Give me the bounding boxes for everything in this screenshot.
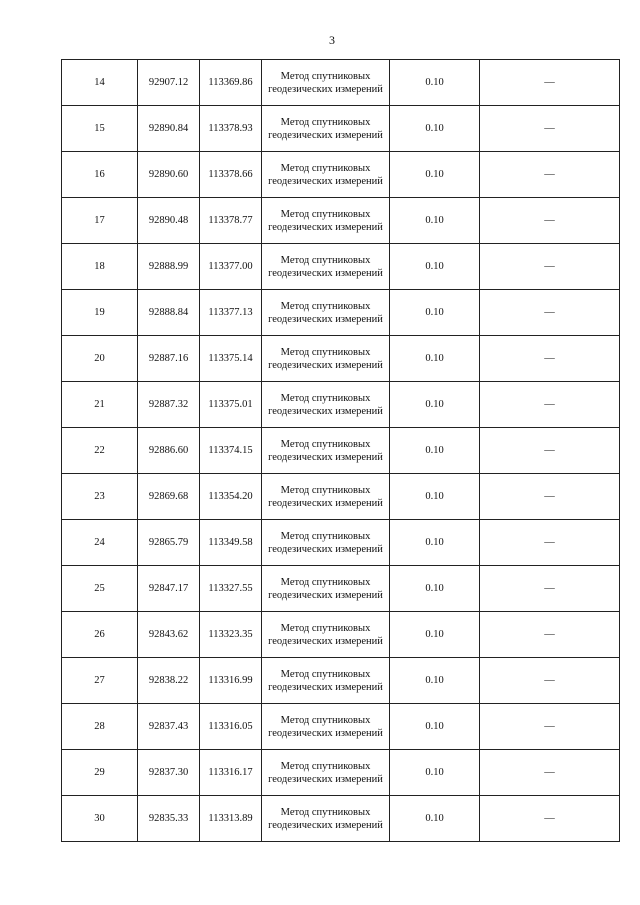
precision-cell: 0.10 bbox=[390, 750, 480, 796]
method-cell: Метод спутниковых геодезических измерений bbox=[262, 152, 390, 198]
extra-cell: — bbox=[480, 382, 620, 428]
precision-cell: 0.10 bbox=[390, 106, 480, 152]
table-row bbox=[62, 520, 620, 566]
table-body bbox=[62, 60, 620, 842]
extra-cell: — bbox=[480, 244, 620, 290]
y-coordinate-cell: 113327.55 bbox=[200, 566, 262, 612]
point-number-cell: 23 bbox=[62, 474, 138, 520]
y-coordinate-cell: 113375.01 bbox=[200, 382, 262, 428]
x-coordinate-cell: 92835.33 bbox=[138, 796, 200, 842]
y-coordinate-cell: 113316.99 bbox=[200, 658, 262, 704]
table-row bbox=[62, 60, 620, 106]
precision-cell: 0.10 bbox=[390, 244, 480, 290]
method-cell: Метод спутниковых геодезических измерений bbox=[262, 612, 390, 658]
x-coordinate-cell: 92838.22 bbox=[138, 658, 200, 704]
point-number-cell: 25 bbox=[62, 566, 138, 612]
extra-cell: — bbox=[480, 198, 620, 244]
extra-cell: — bbox=[480, 566, 620, 612]
precision-cell: 0.10 bbox=[390, 658, 480, 704]
method-cell: Метод спутниковых геодезических измерений bbox=[262, 474, 390, 520]
method-cell: Метод спутниковых геодезических измерений bbox=[262, 60, 390, 106]
precision-cell: 0.10 bbox=[390, 566, 480, 612]
y-coordinate-cell: 113377.13 bbox=[200, 290, 262, 336]
y-coordinate-cell: 113313.89 bbox=[200, 796, 262, 842]
x-coordinate-cell: 92888.84 bbox=[138, 290, 200, 336]
table-row bbox=[62, 704, 620, 750]
precision-cell: 0.10 bbox=[390, 428, 480, 474]
x-coordinate-cell: 92907.12 bbox=[138, 60, 200, 106]
method-cell: Метод спутниковых геодезических измерений bbox=[262, 704, 390, 750]
method-cell: Метод спутниковых геодезических измерений bbox=[262, 198, 390, 244]
table-row bbox=[62, 658, 620, 704]
point-number-cell: 24 bbox=[62, 520, 138, 566]
table-row bbox=[62, 336, 620, 382]
method-cell: Метод спутниковых геодезических измерений bbox=[262, 336, 390, 382]
y-coordinate-cell: 113349.58 bbox=[200, 520, 262, 566]
table-row bbox=[62, 566, 620, 612]
x-coordinate-cell: 92837.30 bbox=[138, 750, 200, 796]
y-coordinate-cell: 113369.86 bbox=[200, 60, 262, 106]
table-row bbox=[62, 106, 620, 152]
x-coordinate-cell: 92888.99 bbox=[138, 244, 200, 290]
precision-cell: 0.10 bbox=[390, 152, 480, 198]
precision-cell: 0.10 bbox=[390, 60, 480, 106]
table-row bbox=[62, 244, 620, 290]
point-number-cell: 30 bbox=[62, 796, 138, 842]
x-coordinate-cell: 92890.60 bbox=[138, 152, 200, 198]
extra-cell: — bbox=[480, 152, 620, 198]
point-number-cell: 26 bbox=[62, 612, 138, 658]
point-number-cell: 20 bbox=[62, 336, 138, 382]
x-coordinate-cell: 92865.79 bbox=[138, 520, 200, 566]
method-cell: Метод спутниковых геодезических измерений bbox=[262, 428, 390, 474]
point-number-cell: 21 bbox=[62, 382, 138, 428]
point-number-cell: 15 bbox=[62, 106, 138, 152]
precision-cell: 0.10 bbox=[390, 382, 480, 428]
precision-cell: 0.10 bbox=[390, 290, 480, 336]
x-coordinate-cell: 92886.60 bbox=[138, 428, 200, 474]
y-coordinate-cell: 113374.15 bbox=[200, 428, 262, 474]
method-cell: Метод спутниковых геодезических измерений bbox=[262, 244, 390, 290]
point-number-cell: 29 bbox=[62, 750, 138, 796]
precision-cell: 0.10 bbox=[390, 612, 480, 658]
extra-cell: — bbox=[480, 474, 620, 520]
method-cell: Метод спутниковых геодезических измерений bbox=[262, 566, 390, 612]
point-number-cell: 28 bbox=[62, 704, 138, 750]
extra-cell: — bbox=[480, 750, 620, 796]
x-coordinate-cell: 92837.43 bbox=[138, 704, 200, 750]
point-number-cell: 27 bbox=[62, 658, 138, 704]
y-coordinate-cell: 113378.66 bbox=[200, 152, 262, 198]
extra-cell: — bbox=[480, 106, 620, 152]
precision-cell: 0.10 bbox=[390, 520, 480, 566]
y-coordinate-cell: 113375.14 bbox=[200, 336, 262, 382]
precision-cell: 0.10 bbox=[390, 198, 480, 244]
point-number-cell: 22 bbox=[62, 428, 138, 474]
x-coordinate-cell: 92847.17 bbox=[138, 566, 200, 612]
extra-cell: — bbox=[480, 428, 620, 474]
extra-cell: — bbox=[480, 612, 620, 658]
method-cell: Метод спутниковых геодезических измерений bbox=[262, 658, 390, 704]
x-coordinate-cell: 92890.84 bbox=[138, 106, 200, 152]
table-row bbox=[62, 290, 620, 336]
table-row bbox=[62, 796, 620, 842]
y-coordinate-cell: 113316.17 bbox=[200, 750, 262, 796]
table-row bbox=[62, 474, 620, 520]
y-coordinate-cell: 113378.93 bbox=[200, 106, 262, 152]
table-row bbox=[62, 428, 620, 474]
extra-cell: — bbox=[480, 704, 620, 750]
x-coordinate-cell: 92887.16 bbox=[138, 336, 200, 382]
table-row bbox=[62, 152, 620, 198]
y-coordinate-cell: 113323.35 bbox=[200, 612, 262, 658]
y-coordinate-cell: 113378.77 bbox=[200, 198, 262, 244]
precision-cell: 0.10 bbox=[390, 796, 480, 842]
method-cell: Метод спутниковых геодезических измерений bbox=[262, 750, 390, 796]
precision-cell: 0.10 bbox=[390, 704, 480, 750]
method-cell: Метод спутниковых геодезических измерений bbox=[262, 290, 390, 336]
x-coordinate-cell: 92887.32 bbox=[138, 382, 200, 428]
table-row bbox=[62, 382, 620, 428]
table-row bbox=[62, 198, 620, 244]
method-cell: Метод спутниковых геодезических измерений bbox=[262, 520, 390, 566]
method-cell: Метод спутниковых геодезических измерений bbox=[262, 106, 390, 152]
extra-cell: — bbox=[480, 520, 620, 566]
precision-cell: 0.10 bbox=[390, 336, 480, 382]
point-number-cell: 14 bbox=[62, 60, 138, 106]
extra-cell: — bbox=[480, 336, 620, 382]
extra-cell: — bbox=[480, 60, 620, 106]
page-number: 3 bbox=[329, 33, 335, 47]
point-number-cell: 19 bbox=[62, 290, 138, 336]
point-number-cell: 17 bbox=[62, 198, 138, 244]
extra-cell: — bbox=[480, 658, 620, 704]
x-coordinate-cell: 92843.62 bbox=[138, 612, 200, 658]
table-row bbox=[62, 750, 620, 796]
x-coordinate-cell: 92869.68 bbox=[138, 474, 200, 520]
y-coordinate-cell: 113377.00 bbox=[200, 244, 262, 290]
x-coordinate-cell: 92890.48 bbox=[138, 198, 200, 244]
point-number-cell: 16 bbox=[62, 152, 138, 198]
point-number-cell: 18 bbox=[62, 244, 138, 290]
y-coordinate-cell: 113354.20 bbox=[200, 474, 262, 520]
coordinates-table bbox=[61, 59, 620, 842]
method-cell: Метод спутниковых геодезических измерений bbox=[262, 796, 390, 842]
extra-cell: — bbox=[480, 290, 620, 336]
table-row bbox=[62, 612, 620, 658]
method-cell: Метод спутниковых геодезических измерений bbox=[262, 382, 390, 428]
y-coordinate-cell: 113316.05 bbox=[200, 704, 262, 750]
extra-cell: — bbox=[480, 796, 620, 842]
precision-cell: 0.10 bbox=[390, 474, 480, 520]
